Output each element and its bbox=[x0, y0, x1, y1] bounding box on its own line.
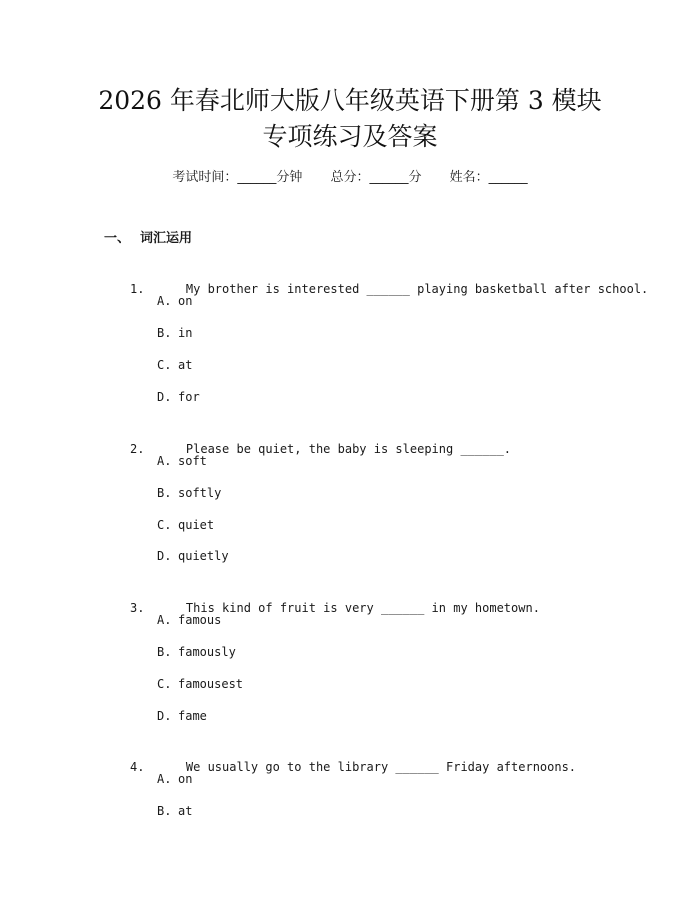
page-title-line-1: 2026 年春北师大版八年级英语下册第 3 模块 bbox=[98, 86, 602, 115]
total-score-field: 总分：______分 bbox=[330, 170, 422, 185]
question-number: 2. bbox=[130, 442, 145, 456]
question-4 bbox=[130, 737, 577, 797]
question-number: 1. bbox=[130, 282, 145, 296]
question-stem: This kind of fruit is very ______ in my hometown. bbox=[185, 601, 540, 615]
q2-option-a: A. soft bbox=[157, 454, 207, 468]
q1-option-b: B. in bbox=[157, 326, 193, 340]
q3-option-a: A. famous bbox=[157, 613, 222, 627]
section-title: 词汇运用 bbox=[140, 231, 193, 246]
exam-meta bbox=[0, 168, 700, 188]
question-2 bbox=[130, 419, 512, 479]
section-heading bbox=[104, 229, 192, 249]
question-number: 3. bbox=[130, 601, 145, 615]
question-stem: My brother is interested ______ playing basketball after school. bbox=[185, 282, 649, 296]
q2-option-d: D. quietly bbox=[157, 549, 229, 563]
q1-option-d: D. for bbox=[157, 390, 200, 404]
q4-option-b: B. at bbox=[157, 804, 193, 818]
q3-option-c: C. famousest bbox=[157, 677, 244, 691]
q3-option-d: D. fame bbox=[157, 709, 207, 723]
question-stem: We usually go to the library ______ Friday afternoons. bbox=[185, 760, 577, 774]
q1-option-a: A. on bbox=[157, 294, 193, 308]
question-stem: Please be quiet, the baby is sleeping ______. bbox=[185, 442, 512, 456]
question-number: 4. bbox=[130, 760, 145, 774]
q2-option-c: C. quiet bbox=[157, 518, 215, 532]
question-1 bbox=[130, 259, 649, 319]
student-name-field: 姓名：______ bbox=[449, 170, 528, 185]
exam-time-field: 考试时间：______分钟 bbox=[172, 170, 303, 185]
page-title-line-2: 专项练习及答案 bbox=[262, 122, 438, 151]
q3-option-b: B. famously bbox=[157, 645, 236, 659]
q2-option-b: B. softly bbox=[157, 486, 222, 500]
q4-option-a: A. on bbox=[157, 772, 193, 786]
section-number: 一、 bbox=[104, 231, 131, 246]
q1-option-c: C. at bbox=[157, 358, 193, 372]
